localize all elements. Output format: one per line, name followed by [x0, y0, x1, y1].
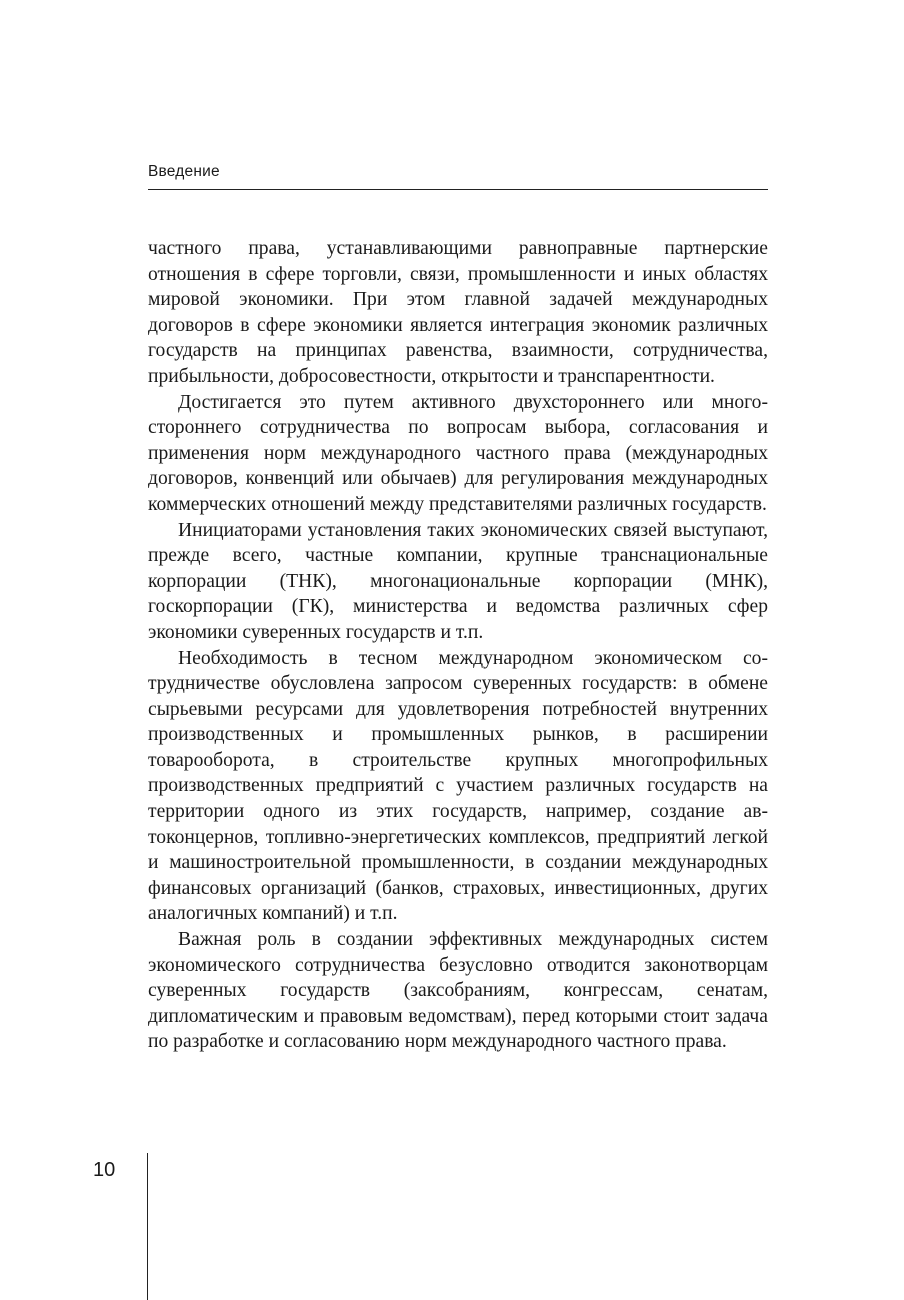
paragraph-4: Необходимость в тесном международном экономическом сотрудничестве обусловлена запросом суверенных государств: в обмене сырьевыми ресурсами для удовлетворения потребностей внутренних производственных и промышленных рынков, в расширении товарооборота, в строительстве крупных многопрофильных производственных предприятий с участием различных государств на территории одного из этих государств, например, создание автоконцернов, топливно-энергетических комплексов, предприятий легкой и машиностроительной промышленности, в создании международных финансовых организаций (банков, страховых, инвестиционных, других аналогичных компаний) и т.п.	[148, 647, 768, 925]
running-head-title: Введение	[148, 163, 220, 180]
paragraph-2: Достигается это путем активного двухстороннего или многостороннего сотрудничества по вопросам выбора, согласования и применения норм международного частного права (международных договоров, конвенций или обычаев) для регулирования международных коммерческих отношений между представителями различных государств.	[148, 391, 768, 515]
header-rule	[148, 189, 768, 190]
body-text	[148, 236, 768, 1055]
paragraph-3: Инициаторами установления таких экономических связей выступают, прежде всего, частные компании, крупные транснациональные корпорации (ТНК), многонациональные корпорации (МНК), госкорпорации (ГК), министерства и ведомства различных сфер экономики суверенных государств и т.п.	[148, 519, 768, 643]
paragraph-5: Важная роль в создании эффективных международных систем экономического сотрудничества безусловно отводится законотворцам суверенных государств (заксобраниям, конгрессам, сенатам, дипломатическим и правовым ведомствам), перед которыми стоит задача по разработке и согласованию норм международного частного права.	[148, 929, 768, 1053]
footer-margin-rule	[147, 1153, 148, 1300]
paragraph-1: частного права, устанавливающими равноправные партнерские отношения в сфере торговли, связи, промышленности и иных областях мировой экономики. При этом главной задачей международных договоров в сфере экономики является интеграция экономик различных государств на принципах равенства, взаимности, сотрудничества, прибыльности, добросовестности, открытости и транспарентности.	[148, 238, 768, 387]
page-number: 10	[93, 1159, 116, 1181]
